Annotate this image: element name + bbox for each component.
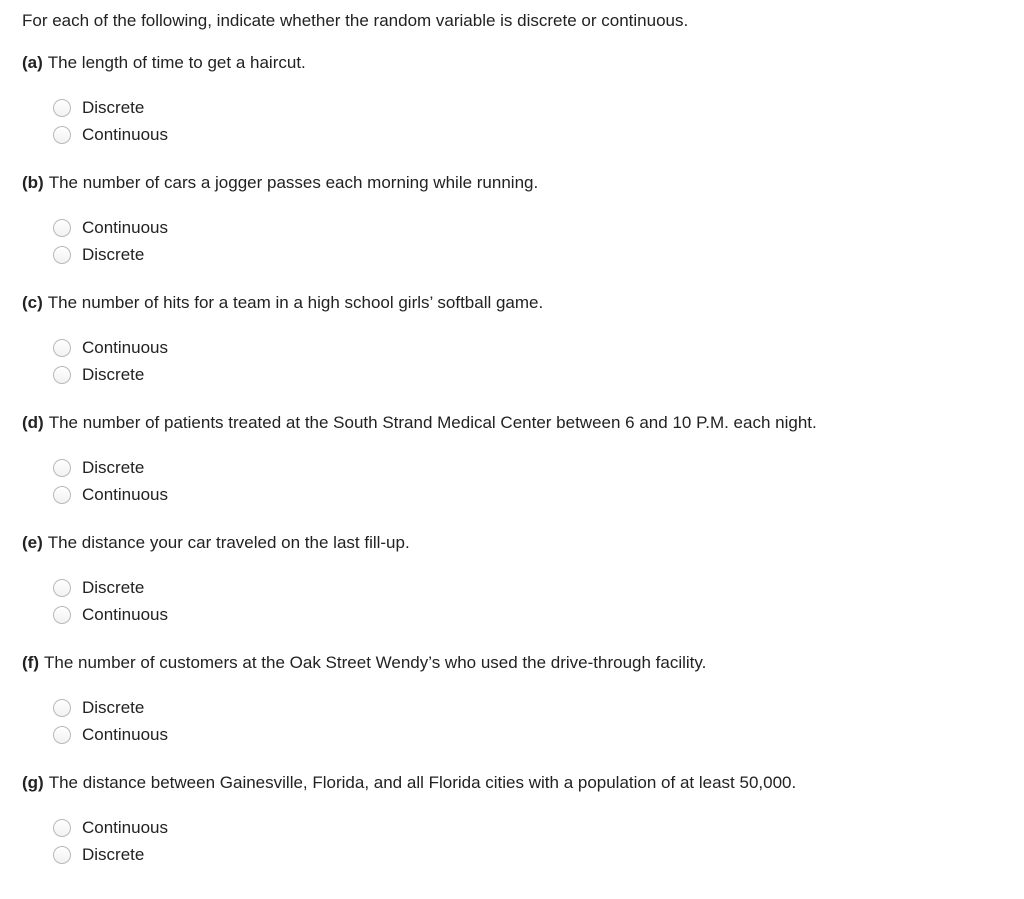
radio-button[interactable] [53, 579, 71, 597]
option-label[interactable]: Continuous [82, 218, 169, 237]
question-letter: (b) [22, 173, 44, 192]
question-text: The distance your car traveled on the last fill-up. [47, 533, 410, 552]
option-label[interactable]: Discrete [82, 698, 145, 717]
question-prompt [22, 532, 410, 554]
radio-button[interactable] [53, 99, 71, 117]
option-row[interactable] [53, 697, 144, 719]
option-row[interactable] [53, 124, 168, 146]
question-text: The number of patients treated at the South Strand Medical Center between 6 and 10 P.M. each night. [48, 413, 817, 432]
question-letter: (f) [22, 653, 39, 672]
option-row[interactable] [53, 817, 168, 839]
question-prompt [22, 172, 538, 194]
radio-button[interactable] [53, 246, 71, 264]
question-letter: (e) [22, 533, 43, 552]
option-row[interactable] [53, 217, 168, 239]
instructions-text: For each of the following, indicate whether the random variable is discrete or continuous. [22, 11, 689, 30]
option-label[interactable]: Discrete [82, 845, 145, 864]
question-text: The number of hits for a team in a high school girls’ softball game. [47, 293, 544, 312]
option-row[interactable] [53, 457, 144, 479]
question-prompt [22, 772, 796, 794]
option-row[interactable] [53, 337, 168, 359]
question-text: The number of cars a jogger passes each morning while running. [48, 173, 539, 192]
option-label[interactable]: Discrete [82, 365, 145, 384]
option-label[interactable]: Continuous [82, 725, 169, 744]
option-row[interactable] [53, 364, 144, 386]
question-letter: (d) [22, 413, 44, 432]
option-label[interactable]: Continuous [82, 125, 169, 144]
radio-button[interactable] [53, 459, 71, 477]
radio-button[interactable] [53, 366, 71, 384]
question-prompt [22, 652, 706, 674]
option-label[interactable]: Discrete [82, 578, 145, 597]
option-row[interactable] [53, 844, 144, 866]
question-letter: (c) [22, 293, 43, 312]
option-row[interactable] [53, 484, 168, 506]
radio-button[interactable] [53, 126, 71, 144]
question-letter: (g) [22, 773, 44, 792]
question-prompt [22, 412, 817, 434]
radio-button[interactable] [53, 486, 71, 504]
option-label[interactable]: Continuous [82, 485, 169, 504]
option-label[interactable]: Discrete [82, 458, 145, 477]
question-prompt [22, 52, 306, 74]
question-prompt [22, 292, 543, 314]
radio-button[interactable] [53, 726, 71, 744]
radio-button[interactable] [53, 846, 71, 864]
question-text: The length of time to get a haircut. [47, 53, 306, 72]
option-row[interactable] [53, 244, 144, 266]
radio-button[interactable] [53, 819, 71, 837]
question-text: The distance between Gainesville, Florida, and all Florida cities with a population of at least 50,000. [48, 773, 797, 792]
question-text: The number of customers at the Oak Street Wendy’s who used the drive-through facility. [43, 653, 707, 672]
option-label[interactable]: Discrete [82, 98, 145, 117]
option-row[interactable] [53, 97, 144, 119]
radio-button[interactable] [53, 219, 71, 237]
option-row[interactable] [53, 724, 168, 746]
option-label[interactable]: Continuous [82, 338, 169, 357]
option-row[interactable] [53, 604, 168, 626]
option-row[interactable] [53, 577, 144, 599]
radio-button[interactable] [53, 339, 71, 357]
option-label[interactable]: Continuous [82, 605, 169, 624]
radio-button[interactable] [53, 606, 71, 624]
radio-button[interactable] [53, 699, 71, 717]
option-label[interactable]: Continuous [82, 818, 169, 837]
option-label[interactable]: Discrete [82, 245, 145, 264]
question-letter: (a) [22, 53, 43, 72]
